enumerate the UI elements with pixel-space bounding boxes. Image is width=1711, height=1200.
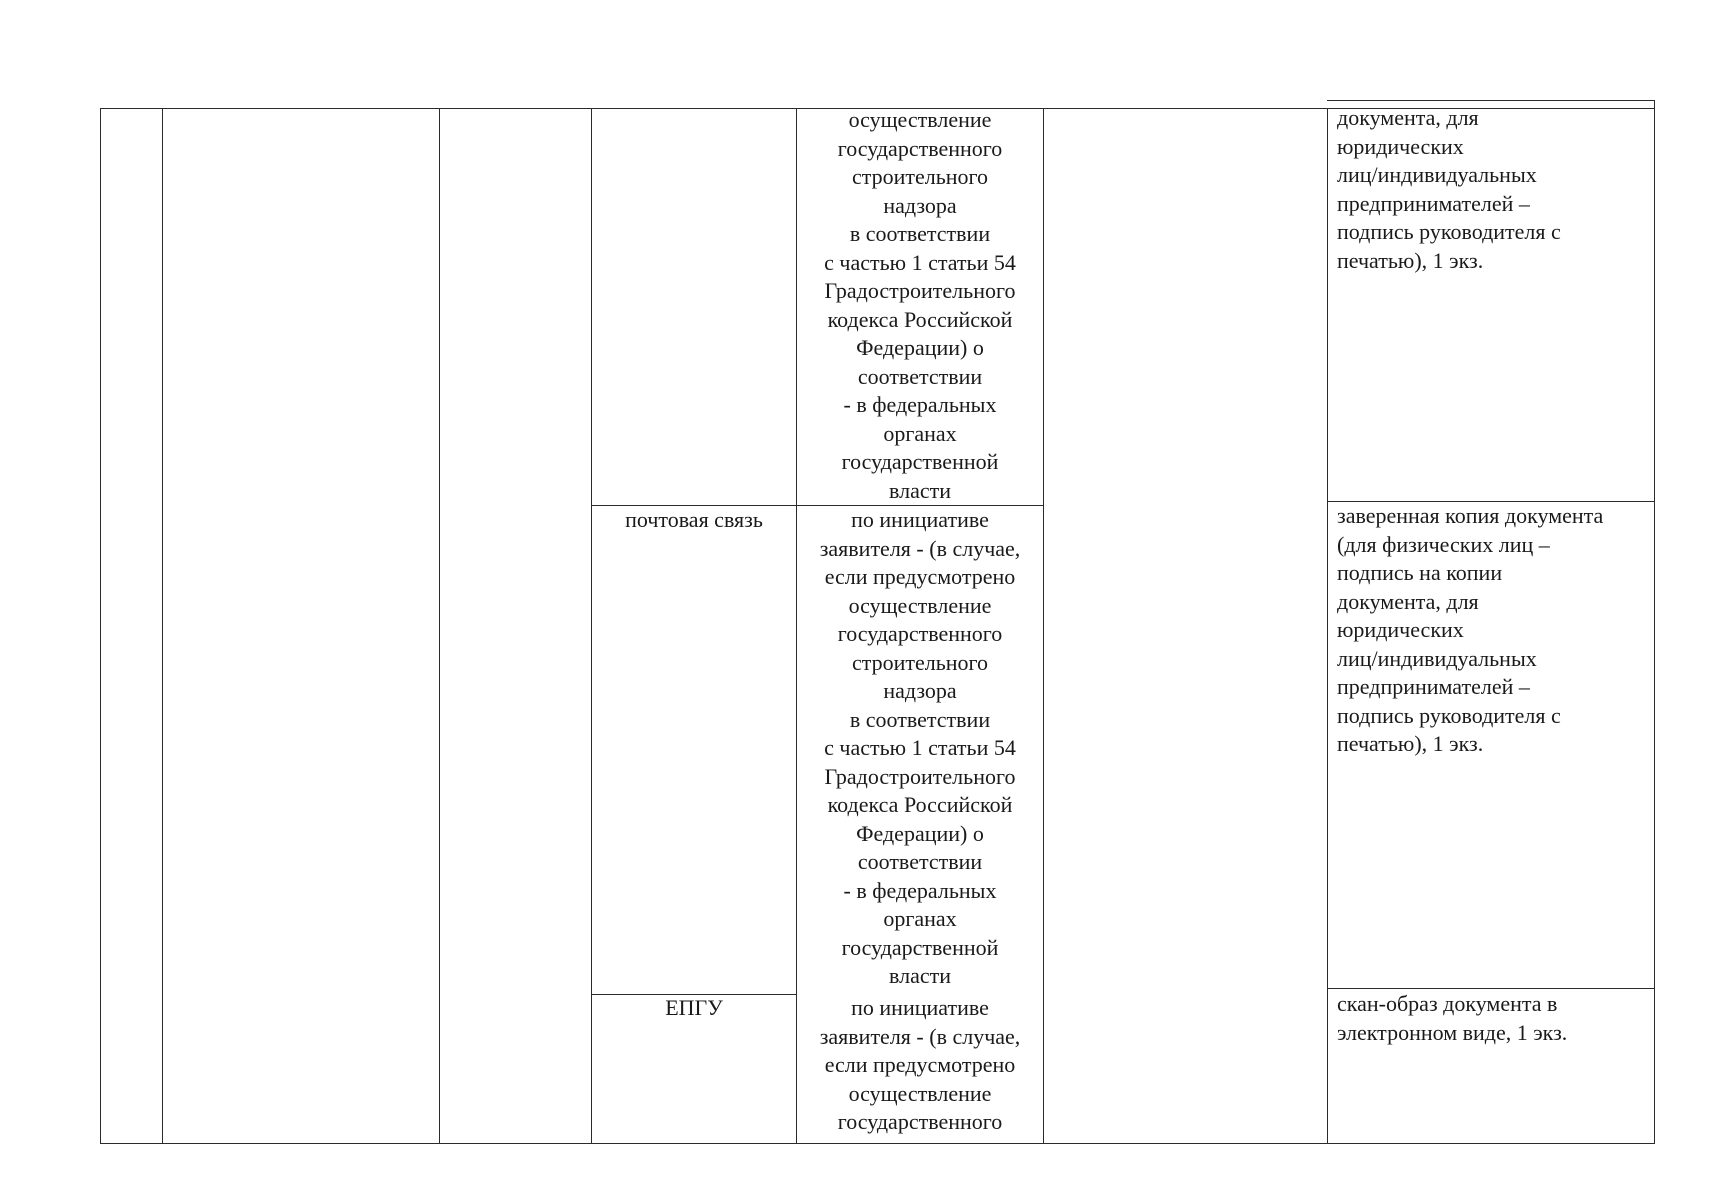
row1-col5-requirement-text: осуществление государственного строительного надзора в соответствии с частью 1 статьи 54 Градостроительного кодекса Российской Федерации) о соответствии - в федеральных органах государственной власти bbox=[824, 107, 1016, 503]
row-separator-2-col7 bbox=[1327, 988, 1655, 989]
col-border-0 bbox=[100, 108, 101, 1144]
row2-col4-channel-text: почтовая связь bbox=[625, 507, 763, 532]
row3-col5-requirement-text: по инициативе заявителя - (в случае, если предусмотрено осуществление государственного bbox=[819, 995, 1021, 1134]
col-border-2 bbox=[439, 108, 440, 1144]
col-border-1 bbox=[162, 108, 163, 1144]
row2-col5-requirement-text: по инициативе заявителя - (в случае, если предусмотрено осуществление государственного строительного надзора в соответствии с частью 1 статьи 54 Градостроительного кодекса Российской Федерации) о соответствии - в федеральных органах государственной власти bbox=[819, 507, 1021, 988]
col-border-3 bbox=[591, 108, 592, 1144]
row2-col7-document-form-text: заверенная копия документа (для физических лиц – подпись на копии документа, для юридических лиц/индивидуальных предпринимателей – подпись руководителя с печатью), 1 экз. bbox=[1337, 503, 1604, 756]
row3-col7-document-form-text: скан-образ документа в электронном виде, 1 экз. bbox=[1337, 991, 1568, 1045]
col7-top-border bbox=[1327, 100, 1655, 101]
col-border-4 bbox=[796, 108, 797, 1144]
row3-col4-channel-text: ЕПГУ bbox=[665, 995, 723, 1020]
col-border-5 bbox=[1043, 108, 1044, 1144]
table-bottom-border bbox=[100, 1143, 1655, 1144]
row1-col7-document-form-text: документа, для юридических лиц/индивидуальных предпринимателей – подпись руководителя с печатью), 1 экз. bbox=[1337, 105, 1561, 273]
